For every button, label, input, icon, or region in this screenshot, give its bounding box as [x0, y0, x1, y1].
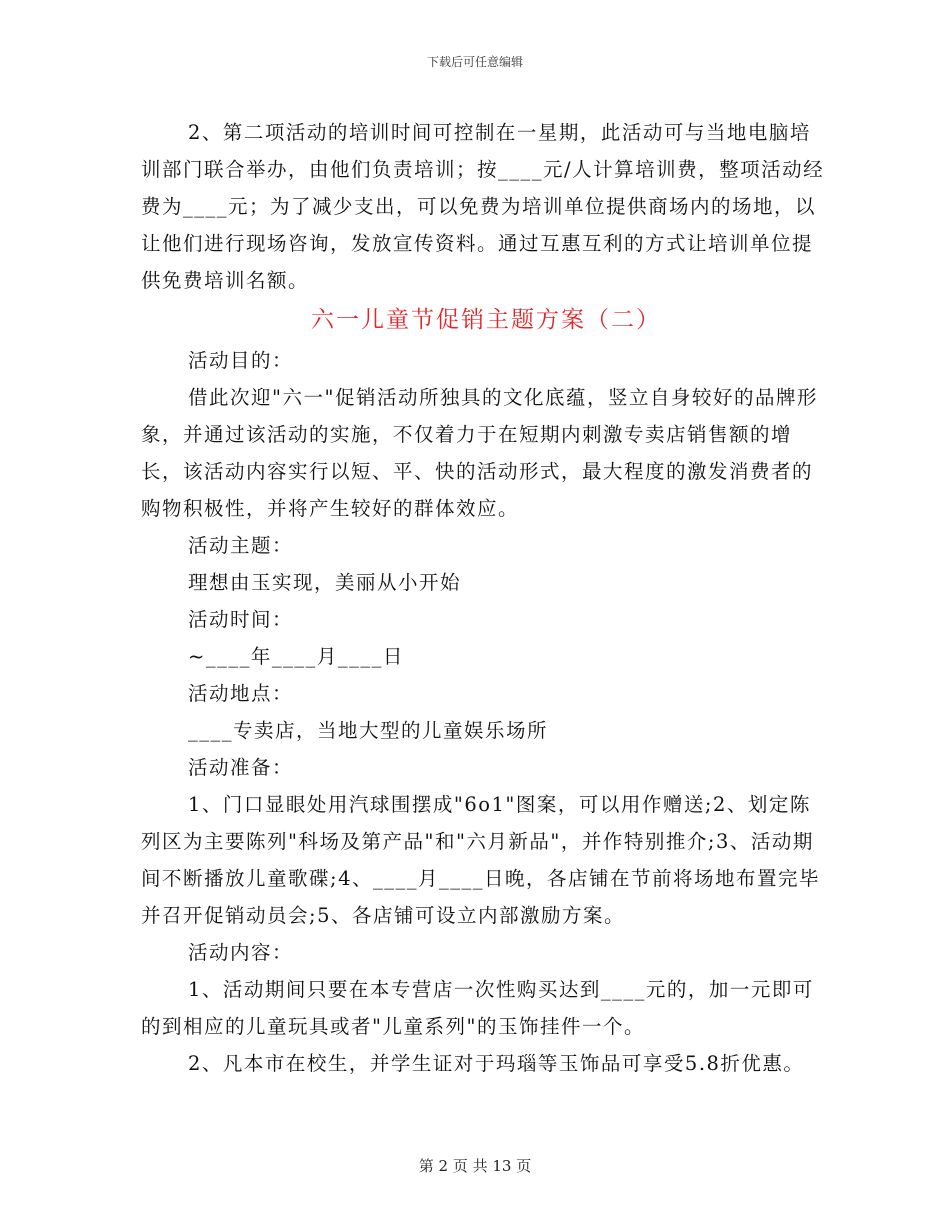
document-body: [141, 114, 831, 1082]
paragraph-content-2: 2、凡本市在校生，并学生证对于玛瑙等玉饰品可享受5.8折优惠。: [188, 1052, 805, 1075]
page-header: 下载后可任意编辑: [426, 55, 523, 69]
page-footer: 第 2 页 共 13 页: [418, 1157, 532, 1175]
paragraph-time: ~____年____月____日: [188, 645, 404, 668]
heading-location: 活动地点：: [188, 682, 294, 705]
heading-content: 活动内容：: [188, 941, 294, 964]
heading-theme: 活动主题：: [188, 534, 294, 557]
heading-preparation: 活动准备：: [188, 756, 294, 779]
paragraph-purpose: 借此次迎"六一"促销活动所独具的文化底蕴，竖立自身较好的品牌形象，并通过该活动的实施，不仅着力于在短期内刺激专卖店销售额的增长，该活动内容实行以短、平、快的活动形式，最大程度的激发消费者的购物积极性，并将产生较好的群体效应。: [141, 386, 818, 520]
paragraph-location: ____专卖店，当地大型的儿童娱乐场所: [188, 719, 549, 742]
paragraph-content-1: 1、活动期间只要在本专营店一次性购买达到____元的，加一元即可的到相应的儿童玩具或者"儿童系列"的玉饰挂件一个。: [141, 978, 814, 1038]
heading-purpose: 活动目的：: [188, 349, 294, 372]
heading-time: 活动时间：: [188, 608, 294, 631]
section-title: 六一儿童节促销主题方案（二）: [311, 307, 661, 333]
paragraph-preparation: 1、门口显眼处用汽球围摆成"6o1"图案，可以用作赠送;2、划定陈列区为主要陈列"科场及第产品"和"六月新品"，并作特别推介;3、活动期间不断播放儿童歌碟;4、____月____日晚，各店铺在节前将场地布置完毕并召开促销动员会;5、各店铺可设立内部激励方案。: [141, 793, 820, 927]
paragraph-training: 2、第二项活动的培训时间可控制在一星期，此活动可与当地电脑培训部门联合举办，由他们负责培训；按____元/人计算培训费，整项活动经费为____元；为了减少支出，可以免费为培训单位提供商场内的场地，以让他们进行现场咨询，发放宣传资料。通过互惠互利的方式让培训单位提供免费培训名额。: [141, 121, 825, 292]
paragraph-theme: 理想由玉实现，美丽从小开始: [188, 571, 462, 594]
